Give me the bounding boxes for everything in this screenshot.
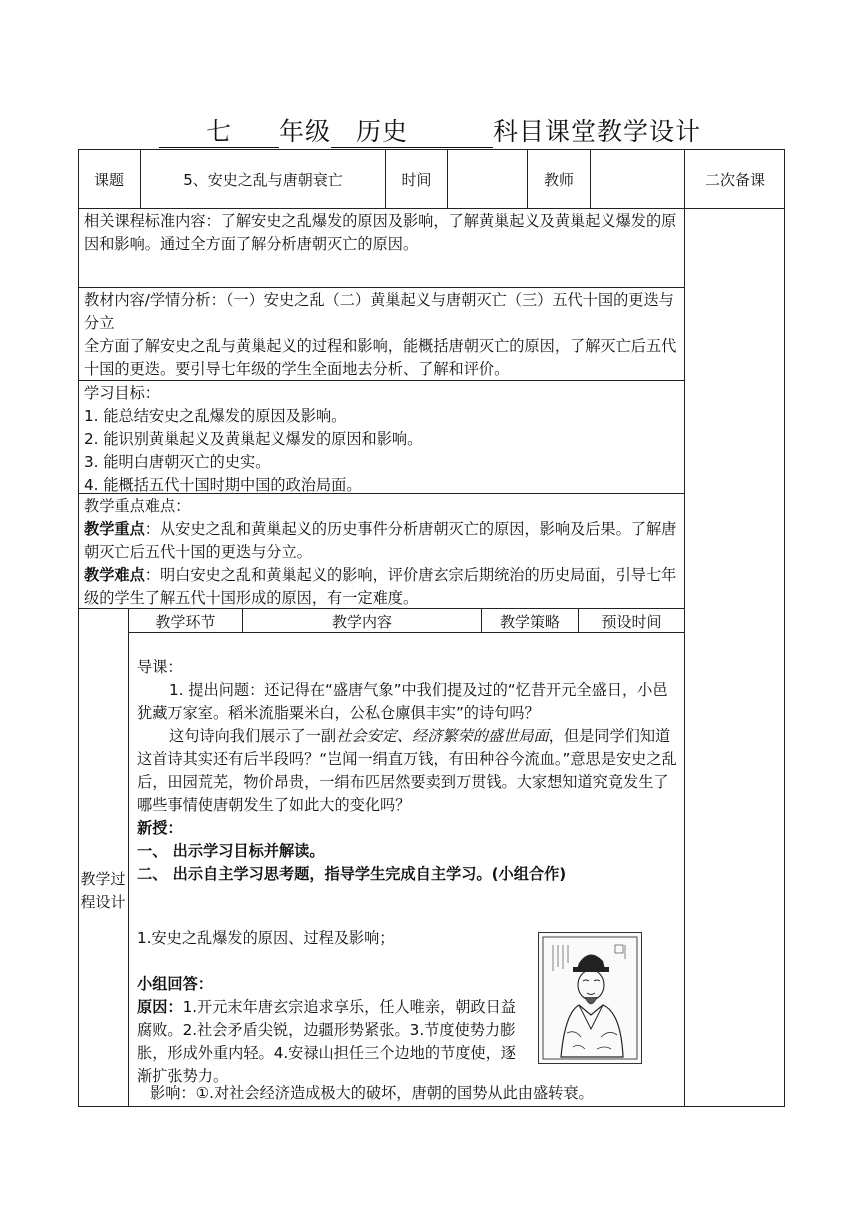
difficult-label: 教学难点 <box>84 566 145 584</box>
intro-question: 1. 提出问题：还记得在“盛唐气象”中我们提及过的“忆昔开元全盛日，小邑犹藏万家室。稻米流脂粟米白，公私仓廪俱丰实”的诗句吗？ <box>137 681 668 722</box>
analysis-line2: 全方面了解安史之乱与黄巢起义的过程和影响，能概括唐朝灭亡的原因，了解灭亡后五代十国的更迭。要引导七年级的学生全面地去分析、了解和评价。 <box>84 337 677 378</box>
topic-value: 5、安史之乱与唐朝衰亡 <box>183 170 343 189</box>
subject-blank <box>433 147 493 148</box>
emperor-portrait-image <box>538 932 642 1064</box>
impact-line <box>150 1082 690 1105</box>
objective-item: 1. 能总结安史之乱爆发的原因及影响。 <box>84 407 347 425</box>
step-1: 一、 出示学习目标并解读。 <box>137 842 325 860</box>
divider <box>78 208 785 209</box>
key-points-heading: 教学重点难点： <box>84 497 191 515</box>
grade-suffix: 年级 <box>278 117 331 146</box>
teacher-value <box>591 150 684 208</box>
question-1: 1.安史之乱爆发的原因、过程及影响； <box>137 929 395 947</box>
grade-field: 七 <box>159 117 279 148</box>
objective-item: 3. 能明白唐朝灭亡的史实。 <box>84 453 271 471</box>
objective-item: 2. 能识别黄巢起义及黄巢起义爆发的原因和影响。 <box>84 430 423 448</box>
divider <box>684 149 685 1107</box>
objectives-section <box>84 382 680 497</box>
subject-field: 历史 <box>331 117 433 148</box>
intro-heading: 导课： <box>137 658 183 676</box>
impact-text: 影响：①.对社会经济造成极大的破坏，唐朝的国势从此由盛转衰。 <box>150 1084 594 1102</box>
new-lesson-heading: 新授： <box>137 819 183 837</box>
cause-label: 原因： <box>137 998 183 1016</box>
objective-item: 4. 能概括五代十国时期中国的政治局面。 <box>84 476 362 494</box>
intro-para-end: ，但是同学们知道这首诗其实还有后半段吗？“岂闻一绢直万钱，有田种谷今流血。”意思是安史之乱后，田园荒芜，物价昂贵，一绢布匹居然要卖到万贯钱。大家想知道究竟发生了哪些事情使唐朝发生了如此大的变化吗？ <box>137 727 677 814</box>
divider <box>78 287 685 288</box>
title-suffix: 科目课堂教学设计 <box>493 117 702 146</box>
process-side-label: 教学过程设计 <box>80 870 126 911</box>
process-content <box>137 656 677 886</box>
analysis-line1: 教材内容/学情分析：（一）安史之乱（二）黄巢起义与唐朝灭亡（三）五代十国的更迭与分立 <box>84 291 674 332</box>
difficult-text: ：明白安史之乱和黄巢起义的影响，评价唐玄宗后期统治的历史局面，引导七年级的学生了解五代十国形成的原因，有一定难度。 <box>84 566 677 607</box>
cause-text: 1.开元末年唐玄宗追求享乐，任人唯亲，朝政日益腐败。2.社会矛盾尖锐，边疆形势紧张。3.节度使势力膨胀，形成外重内轻。4.安禄山担任三个边地的节度使，逐渐扩张势力。 <box>137 998 516 1085</box>
divider <box>128 632 685 633</box>
second-prep-label: 二次备课 <box>704 170 765 189</box>
key-label: 教学重点 <box>84 520 145 538</box>
key-points-section <box>84 495 680 610</box>
group-work <box>137 927 527 1088</box>
divider <box>128 608 129 1107</box>
col-teaching-strategy: 教学策略 <box>499 613 560 631</box>
analysis-section <box>84 289 680 381</box>
col-preset-time: 预设时间 <box>601 613 662 631</box>
document-title <box>0 112 860 148</box>
col-teaching-content: 教学内容 <box>331 613 392 631</box>
answer-heading: 小组回答： <box>137 975 213 993</box>
standards-text: 相关课程标准内容：了解安史之乱爆发的原因及影响，了解黄巢起义及黄巢起义爆发的原因和影响。通过全方面了解分析唐朝灭亡的原因。 <box>84 212 677 253</box>
key-text: ：从安史之乱和黄巢起义的历史事件分析唐朝灭亡的原因，影响及后果。了解唐朝灭亡后五代十国的更迭与分立。 <box>84 520 677 561</box>
col-teaching-step: 教学环节 <box>155 613 216 631</box>
step-2: 二、 出示自主学习思考题，指导学生完成自主学习。(小组合作) <box>137 865 567 883</box>
topic-label: 课题 <box>93 170 124 189</box>
time-value <box>448 150 527 208</box>
intro-para-start: 这句诗向我们展示了一副 <box>169 727 337 745</box>
objectives-heading: 学习目标： <box>84 384 160 402</box>
intro-emphasis: 社会安定、经济繁荣的盛世局面 <box>336 727 549 745</box>
standards-section <box>84 210 680 256</box>
teacher-label: 教师 <box>543 170 574 189</box>
time-label: 时间 <box>401 170 432 189</box>
